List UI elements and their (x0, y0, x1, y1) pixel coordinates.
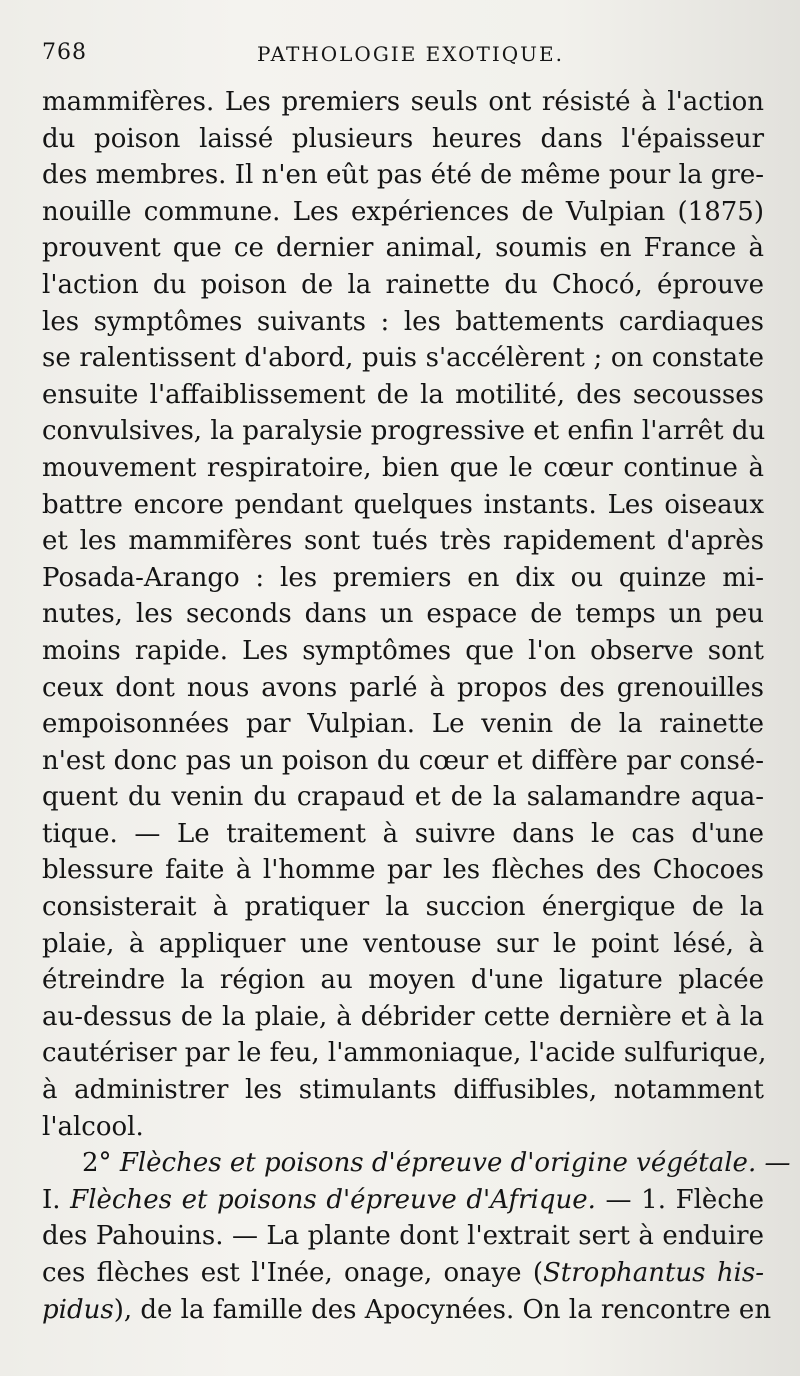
text-line: l'action du poison de la rainette du Chocó, éprouve (42, 269, 764, 300)
text-line: se ralentissent d'abord, puis s'accélèrent ; on constate (42, 343, 764, 374)
text-line: nouille commune. Les expériences de Vulpian (1875) (42, 196, 764, 227)
text-line: des Pahouins. — La plante dont l'extrait sert à enduire (42, 1221, 764, 1252)
section-number: 2° (82, 1148, 112, 1179)
species-name: Strophantus his- (542, 1258, 765, 1288)
text-line: plaie, à appliquer une ventouse sur le point lésé, à (42, 928, 764, 959)
text-segment: ces flèches est l'Inée, onage, onaye ( (42, 1258, 543, 1288)
section-heading-line (42, 1145, 791, 1182)
text-line: des membres. Il n'en eût pas été de même pour la gre- (42, 160, 764, 191)
text-line: Posada-Arango : les premiers en dix ou quinze mi- (42, 562, 764, 593)
text-line: battre encore pendant quelques instants. Les oiseaux (42, 489, 764, 520)
text-line (42, 1255, 764, 1292)
text-line: du poison laissé plusieurs heures dans l'épaisseur (42, 123, 764, 154)
text-line: mammifères. Les premiers seuls ont résisté à l'action (42, 87, 764, 117)
text-line: cautériser par le feu, l'ammoniaque, l'acide sulfurique, (42, 1038, 767, 1069)
text-line: n'est donc pas un poison du cœur et diffère par consé- (42, 745, 764, 776)
text-line: convulsives, la paralysie progressive et enfin l'arrêt du (42, 416, 766, 447)
text-line: ensuite l'affaiblissement de la motilité, des secousses (42, 379, 764, 410)
subsection-heading-line (42, 1182, 764, 1219)
text-line: étreindre la région au moyen d'une ligature placée (42, 965, 764, 996)
text-line: empoisonnées par Vulpian. Le venin de la rainette (42, 709, 764, 740)
text-line: quent du venin du crapaud et de la salamandre aqua- (42, 782, 764, 813)
running-title: PATHOLOGIE EXOTIQUE. (257, 42, 564, 66)
text-line (42, 1292, 772, 1329)
subsection-number: I. (42, 1184, 61, 1215)
text-line: moins rapide. Les symptômes que l'on observe sont (42, 635, 764, 666)
text-line: prouvent que ce dernier animal, soumis en France à (42, 233, 764, 264)
text-line: consisterait à pratiquer la succion énergique de la (42, 892, 764, 923)
species-name: pidus (42, 1294, 114, 1325)
item-heading: — 1. Flèche (595, 1184, 765, 1215)
page-header (42, 38, 762, 78)
text-line: nutes, les seconds dans un espace de temps un peu (42, 599, 764, 630)
text-line: et les mammifères sont tués très rapidement d'après (42, 526, 764, 557)
text-line: ceux dont nous avons parlé à propos des grenouilles (42, 672, 764, 703)
body-text (42, 84, 791, 1328)
text-line: tique. — Le traitement à suivre dans le cas d'une (42, 818, 764, 849)
text-line: au-dessus de la plaie, à débrider cette dernière et à la (42, 1001, 764, 1032)
text-line: l'alcool. (42, 1111, 144, 1142)
section-heading: Flèches et poisons d'épreuve d'origine végétale. — (119, 1148, 791, 1179)
text-line: mouvement respiratoire, bien que le cœur continue à (42, 452, 764, 483)
text-segment: ), de la famille des Apocynées. On la rencontre en (113, 1294, 772, 1325)
subsection-heading: Flèches et poisons d'épreuve d'Afrique. (70, 1184, 596, 1215)
page-number: 768 (42, 40, 87, 65)
text-line: blessure faite à l'homme par les flèches des Chocoes (42, 855, 764, 886)
text-line: les symptômes suivants : les battements cardiaques (42, 306, 764, 337)
text-line: à administrer les stimulants diffusibles, notamment (42, 1075, 764, 1106)
